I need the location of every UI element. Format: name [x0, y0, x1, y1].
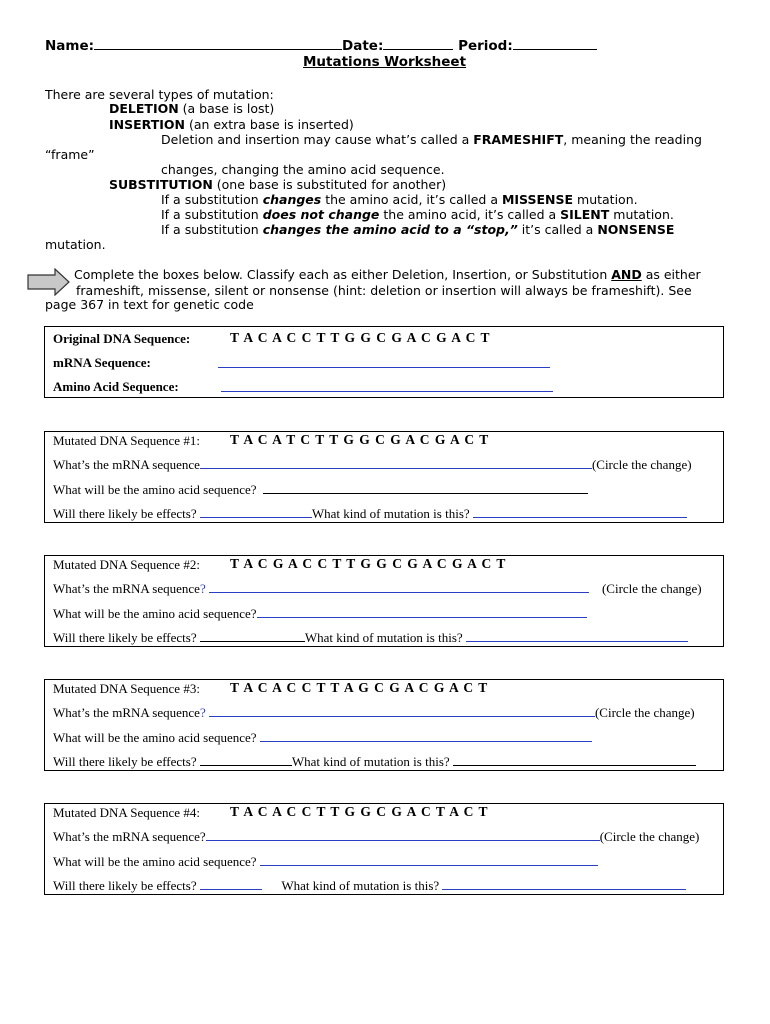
original-dna-label: Original DNA Sequence:: [53, 331, 191, 346]
silent-pre: If a substitution: [161, 207, 263, 222]
mutation-3-effects-row: [53, 754, 696, 770]
name-field[interactable]: [94, 38, 342, 50]
mutation-4-aa-field[interactable]: [260, 854, 598, 866]
mutation-1-mrna-row: [53, 457, 692, 473]
mrna-question: What’s the mRNA sequence: [53, 581, 200, 596]
mutation-2-seq: T A C G A C C T T G G C G A C G A C T: [230, 556, 507, 571]
mutation-3-effects-field[interactable]: [200, 754, 292, 766]
intro-line: There are several types of mutation:: [45, 87, 274, 102]
frameshift-line: [161, 132, 702, 147]
date-field[interactable]: [383, 38, 453, 50]
frameshift-pre: Deletion and insertion may cause what’s called a: [161, 132, 474, 147]
mrna-qmark: ?: [199, 581, 206, 596]
substitution-term: SUBSTITUTION: [109, 177, 213, 192]
mutation-1-label: Mutated DNA Sequence #1:: [53, 433, 200, 448]
mrna-question: What’s the mRNA sequence?: [53, 829, 206, 844]
circle-the-change: (Circle the change): [591, 457, 692, 472]
mutation-4-effects-row: [53, 878, 686, 894]
mutation-3-aa-row: [53, 730, 592, 746]
mutation-2-aa-row: [53, 606, 587, 622]
instr-and: AND: [611, 267, 642, 282]
kind-question: What kind of mutation is this?: [304, 630, 463, 645]
mutation-4-mrna-row: [53, 829, 699, 845]
circle-the-change: (Circle the change): [594, 705, 695, 720]
mutation-2-effects-row: [53, 630, 688, 646]
right-arrow-icon: [27, 268, 71, 296]
mutation-1-mrna-field[interactable]: [200, 457, 592, 469]
instructions-line2: frameshift, missense, silent or nonsense (hint: deletion or insertion will always be frameshift). See: [76, 283, 692, 298]
insertion-term: INSERTION: [109, 117, 185, 132]
mutation-2-mrna-field[interactable]: [209, 581, 589, 593]
insertion-line: [109, 117, 354, 132]
instr-post: as either: [641, 267, 701, 282]
period-field[interactable]: [513, 38, 597, 50]
kind-question: What kind of mutation is this?: [291, 754, 450, 769]
deletion-desc: (a base is lost): [178, 101, 275, 116]
frame-word: “frame”: [45, 147, 95, 162]
mutation-3-mrna-row: [53, 705, 695, 721]
original-aa-field[interactable]: [221, 380, 553, 395]
circle-the-change: (Circle the change): [599, 829, 700, 844]
aa-question: What will be the amino acid sequence?: [53, 482, 257, 497]
page-title: Mutations Worksheet: [303, 54, 467, 70]
silent-post: mutation.: [609, 207, 674, 222]
frameshift-term: FRAMESHIFT: [473, 132, 564, 147]
mutation-3-mrna-field[interactable]: [209, 705, 595, 717]
mrna-question: What’s the mRNA sequence: [53, 457, 200, 472]
silent-em: does not change: [262, 207, 380, 222]
mutation-4-mrna-field[interactable]: [206, 829, 600, 841]
mutation-1-aa-field[interactable]: [263, 482, 588, 494]
period-label: Period:: [458, 38, 513, 54]
nonsense-line: [161, 222, 674, 237]
missense-post: mutation.: [573, 192, 638, 207]
mutation-3-kind-field[interactable]: [453, 754, 696, 766]
mutation-2-label: Mutated DNA Sequence #2:: [53, 557, 200, 572]
mutation-3-aa-field[interactable]: [260, 730, 592, 742]
instructions-line3: page 367 in text for genetic code: [45, 297, 254, 312]
mutation-4-seq: T A C A C C T T G G C G A C T A C T: [230, 804, 489, 819]
effects-question: Will there likely be effects?: [53, 630, 197, 645]
kind-question: What kind of mutation is this?: [311, 506, 470, 521]
mutation-1-effects-row: [53, 506, 687, 522]
nonsense-em: changes the amino acid to a “stop,”: [262, 222, 518, 237]
frameshift-post: , meaning the reading: [563, 132, 702, 147]
frameshift-cont: changes, changing the amino acid sequence.: [161, 162, 445, 177]
aa-question: What will be the amino acid sequence?: [53, 606, 257, 621]
circle-the-change: (Circle the change): [601, 581, 702, 596]
effects-question: Will there likely be effects?: [53, 506, 197, 521]
mrna-qmark: ?: [199, 705, 206, 720]
mutation-1-effects-field[interactable]: [200, 506, 312, 518]
mutation-4-kind-field[interactable]: [442, 878, 686, 890]
nonsense-pre: If a substitution: [161, 222, 263, 237]
substitution-desc: (one base is substituted for another): [212, 177, 447, 192]
aa-question: What will be the amino acid sequence?: [53, 730, 257, 745]
mutation-2-effects-field[interactable]: [200, 630, 305, 642]
date-label: Date:: [342, 38, 384, 54]
header-line: [45, 38, 597, 54]
effects-question: Will there likely be effects?: [53, 754, 197, 769]
mutation-3-seq: T A C A C C T T A G C G A C G A C T: [230, 680, 489, 695]
mutation-2-aa-field[interactable]: [257, 606, 587, 618]
substitution-line: [109, 177, 446, 192]
mutation-3-label: Mutated DNA Sequence #3:: [53, 681, 200, 696]
original-aa-label: Amino Acid Sequence:: [53, 379, 179, 394]
mutation-1-seq: T A C A T C T T G G C G A C G A C T: [230, 432, 490, 447]
silent-mid: the amino acid, it’s called a: [379, 207, 561, 222]
mutation-2-mrna-row: [53, 581, 702, 597]
nonsense-mid: it’s called a: [517, 222, 598, 237]
original-mrna-label: mRNA Sequence:: [53, 355, 151, 370]
effects-question: Will there likely be effects?: [53, 878, 197, 893]
name-label: Name:: [45, 38, 95, 54]
mutation-1-aa-row: [53, 482, 588, 498]
instructions-line1: [74, 267, 701, 282]
missense-term: MISSENSE: [501, 192, 574, 207]
missense-mid: the amino acid, it’s called a: [321, 192, 502, 207]
mutation-4-aa-row: [53, 854, 598, 870]
kind-question: What kind of mutation is this?: [281, 878, 440, 893]
original-mrna-field[interactable]: [218, 356, 550, 371]
nonsense-term: NONSENSE: [597, 222, 675, 237]
deletion-term: DELETION: [109, 101, 179, 116]
missense-pre: If a substitution: [161, 192, 263, 207]
deletion-line: [109, 101, 274, 116]
silent-line: [161, 207, 674, 222]
missense-em: changes: [262, 192, 322, 207]
aa-question: What will be the amino acid sequence?: [53, 854, 257, 869]
mutation-2-kind-field[interactable]: [466, 630, 688, 642]
nonsense-cont: mutation.: [45, 237, 106, 252]
missense-line: [161, 192, 638, 207]
instr-pre: Complete the boxes below. Classify each as either Deletion, Insertion, or Substitution: [74, 267, 612, 282]
original-dna-seq: T A C A C C T T G G C G A C G A C T: [230, 330, 491, 345]
insertion-desc: (an extra base is inserted): [184, 117, 354, 132]
mutation-4-label: Mutated DNA Sequence #4:: [53, 805, 200, 820]
mrna-question: What’s the mRNA sequence: [53, 705, 200, 720]
mutation-1-kind-field[interactable]: [473, 506, 687, 518]
mutation-4-effects-field[interactable]: [200, 878, 262, 890]
silent-term: SILENT: [560, 207, 610, 222]
